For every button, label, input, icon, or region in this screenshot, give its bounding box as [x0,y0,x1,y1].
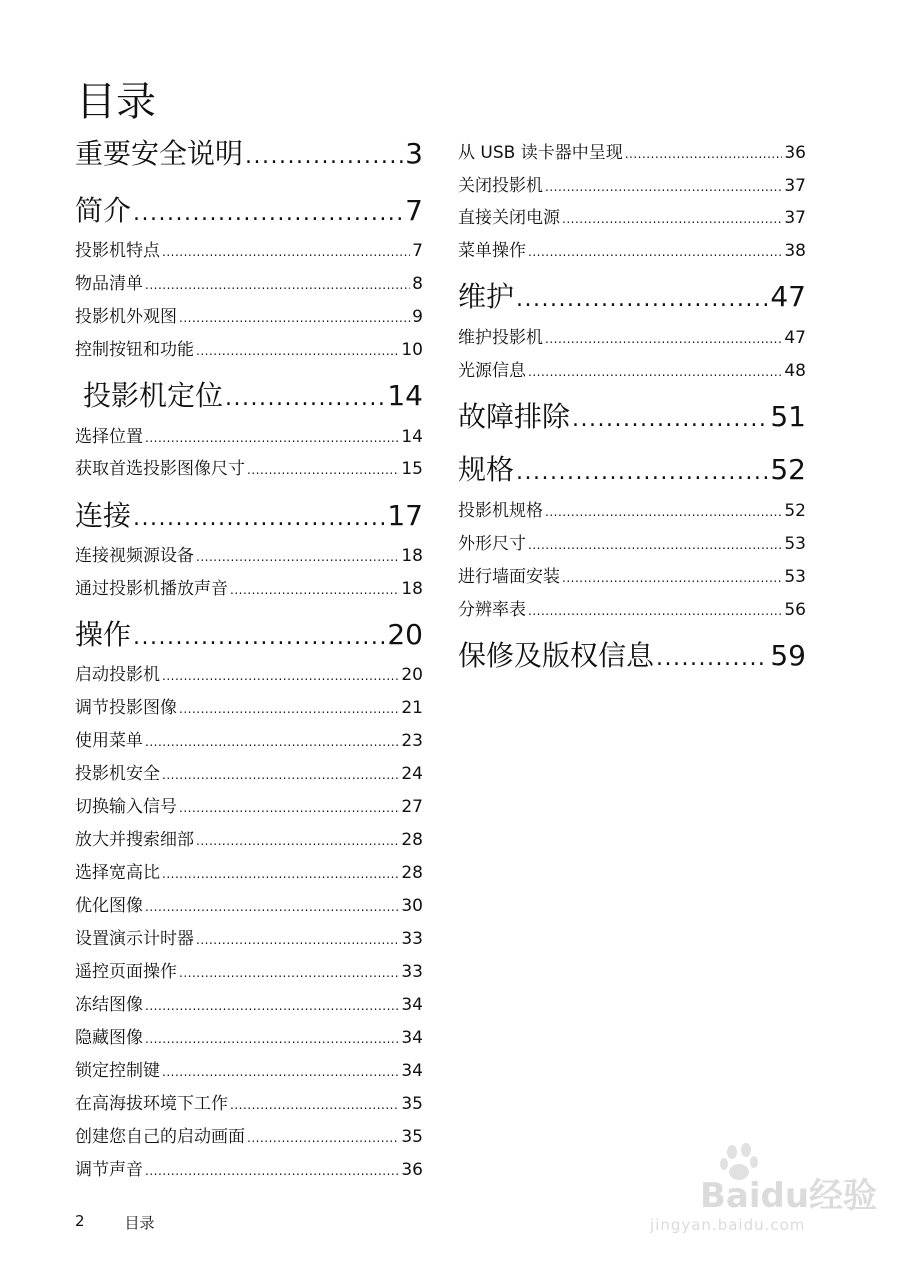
toc-entry-page: 10 [401,340,423,360]
toc-entry[interactable] [458,174,806,199]
dot-leader [572,400,768,440]
dot-leader [656,639,768,679]
toc-entry-title: 获取首选投影图像尺寸 [75,459,245,479]
toc-entry-title: 锁定控制键 [75,1061,160,1081]
toc-entry-page: 15 [401,459,423,479]
toc-entry-page: 21 [401,698,423,718]
toc-entry-page: 51 [770,400,806,433]
toc-entry-page: 7 [412,241,423,261]
toc-entry-page: 18 [401,546,423,566]
dot-leader [179,796,399,820]
toc-entry-title: 维护投影机 [458,328,543,348]
dot-leader [545,327,782,351]
toc-entry-page: 28 [401,830,423,850]
dot-leader [528,533,782,557]
toc-entry-title: 保修及版权信息 [458,639,655,672]
dot-leader [133,499,385,539]
dot-leader [162,862,399,886]
toc-entry-page: 8 [412,274,423,294]
dot-leader [516,280,768,320]
dot-leader [230,1093,399,1117]
toc-entry-title: 光源信息 [458,361,526,381]
toc-entry[interactable] [75,828,423,853]
dot-leader [162,1060,399,1084]
toc-entry[interactable] [458,277,806,320]
toc-entry-title: 隐藏图像 [75,1028,143,1048]
dot-leader [133,194,403,234]
toc-entry-title: 简介 [75,194,132,227]
toc-entry[interactable] [458,636,806,679]
toc-entry-page: 20 [387,618,423,651]
toc-entry-page: 7 [405,194,423,227]
toc-entry[interactable] [458,239,806,264]
toc-entry-page: 3 [405,137,423,170]
footer-section-label: 目录 [124,1214,155,1232]
toc-entry-page: 27 [401,797,423,817]
toc-entry-page: 30 [401,896,423,916]
toc-entry-page: 33 [401,929,423,949]
dot-leader [196,339,399,363]
toc-entry-title: 放大并搜索细部 [75,830,194,850]
toc-entry-page: 34 [401,1061,423,1081]
toc-entry[interactable] [458,359,806,384]
dot-leader [245,137,403,177]
toc-entry-page: 36 [784,143,806,163]
dot-leader [162,240,410,264]
toc-entry[interactable] [75,134,423,177]
toc-entry-page: 56 [784,600,806,620]
dot-leader [545,175,782,199]
toc-entry[interactable] [75,861,423,886]
toc-entry-page: 34 [401,1028,423,1048]
page-footer [75,1212,155,1233]
toc-entry-title: 冻结图像 [75,995,143,1015]
toc-entry-title: 调节声音 [75,1160,143,1180]
toc-entry-title: 投影机特点 [75,241,160,261]
toc-entry-title: 投影机规格 [458,501,543,521]
toc-entry-page: 47 [770,280,806,313]
toc-entry[interactable] [75,729,423,754]
toc-entry-page: 35 [401,1127,423,1147]
toc-entry-title: 连接视频源设备 [75,546,194,566]
dot-leader [179,961,399,985]
dot-leader [225,379,385,419]
toc-entry-page: 53 [784,534,806,554]
toc-entry-page: 18 [401,579,423,599]
toc-entry-title: 切换输入信号 [75,797,177,817]
toc-entry-page: 24 [401,764,423,784]
toc-entry[interactable] [75,615,423,658]
dot-leader [145,1159,399,1183]
toc-entry[interactable] [75,338,423,363]
toc-entry-title: 通过投影机播放声音 [75,579,228,599]
dot-leader [145,1027,399,1051]
toc-entry[interactable] [75,496,423,539]
toc-entry[interactable] [75,762,423,787]
toc-entry-title: 调节投影图像 [75,698,177,718]
toc-entry-page: 59 [770,639,806,672]
toc-entry[interactable] [75,1026,423,1051]
toc-entry[interactable] [75,1059,423,1084]
toc-entry[interactable] [75,1092,423,1117]
toc-entry-page: 17 [387,499,423,532]
toc-entry[interactable] [75,1125,423,1150]
toc-entry[interactable] [75,239,423,264]
watermark-brand: Baidu经验 [700,1176,878,1216]
dot-leader [230,578,399,602]
dot-leader [196,829,399,853]
baidu-watermark [640,1140,878,1250]
toc-entry-title: 连接 [75,499,132,532]
dot-leader [145,730,399,754]
toc-entry[interactable] [75,425,423,450]
toc-entry-title: 启动投影机 [75,665,160,685]
toc-entry[interactable] [83,376,423,419]
dot-leader [196,928,399,952]
toc-entry-title: 菜单操作 [458,241,526,261]
dot-leader [247,1126,399,1150]
toc-entry-title: 分辨率表 [458,600,526,620]
toc-entry-title: 使用菜单 [75,731,143,751]
toc-entry[interactable] [458,397,806,440]
toc-entry[interactable] [75,894,423,919]
toc-entry-page: 36 [401,1160,423,1180]
dot-leader [562,566,782,590]
toc-entry-title: 进行墙面安装 [458,567,560,587]
toc-entry-title: 投影机安全 [75,764,160,784]
toc-entry-page: 28 [401,863,423,883]
dot-leader [196,545,399,569]
toc-entry-title: 选择宽高比 [75,863,160,883]
toc-entry-title: 在高海拔环境下工作 [75,1094,228,1114]
toc-entry-title: 操作 [75,618,132,651]
toc-entry-title: 选择位置 [75,427,143,447]
toc-entry[interactable] [75,305,423,330]
toc-entry[interactable] [75,544,423,569]
toc-entry-title: 物品清单 [75,274,143,294]
toc-entry-title: 维护 [458,280,515,313]
toc-entry-title: 投影机定位 [83,379,224,412]
dot-leader [145,273,410,297]
dot-leader [528,599,782,623]
toc-entry[interactable] [458,499,806,524]
toc-entry[interactable] [75,960,423,985]
toc-entry-title: 直接关闭电源 [458,208,560,228]
toc-entry-page: 35 [401,1094,423,1114]
toc-entry-title: 关闭投影机 [458,176,543,196]
dot-leader [162,664,399,688]
dot-leader [162,763,399,787]
toc-entry[interactable] [458,450,806,493]
dot-leader [133,618,385,658]
toc-entry-page: 33 [401,962,423,982]
footer-page-number: 2 [75,1212,85,1230]
toc-entry-title: 控制按钮和功能 [75,340,194,360]
toc-entry[interactable] [458,565,806,590]
toc-entry[interactable] [75,272,423,297]
toc-entry[interactable] [75,795,423,820]
toc-entry[interactable] [75,663,423,688]
toc-entry-page: 52 [770,453,806,486]
toc-entry[interactable] [75,191,423,234]
dot-leader [145,426,399,450]
dot-leader [516,453,768,493]
dot-leader [247,458,399,482]
toc-entry-title: 重要安全说明 [75,137,244,170]
toc-entry[interactable] [75,577,423,602]
toc-entry-title: 故障排除 [458,400,571,433]
toc-entry[interactable] [458,206,806,231]
toc-entry[interactable] [458,532,806,557]
toc-entry[interactable] [458,598,806,623]
toc-entry-page: 47 [784,328,806,348]
dot-leader [179,697,399,721]
toc-entry[interactable] [75,457,423,482]
toc-entry[interactable] [75,1158,423,1183]
toc-entry[interactable] [75,927,423,952]
toc-entry-page: 9 [412,307,423,327]
dot-leader [179,306,410,330]
dot-leader [625,142,783,166]
toc-entry-page: 38 [784,241,806,261]
toc-entry-title: 外形尺寸 [458,534,526,554]
toc-entry-title: 从 USB 读卡器中呈现 [458,143,623,163]
toc-entry-page: 20 [401,665,423,685]
toc-entry-title: 投影机外观图 [75,307,177,327]
toc-entry[interactable] [75,696,423,721]
page-title: 目录 [76,79,156,125]
toc-entry-page: 52 [784,501,806,521]
toc-entry-page: 34 [401,995,423,1015]
dot-leader [145,895,399,919]
dot-leader [528,240,782,264]
toc-entry-title: 规格 [458,453,515,486]
toc-entry-page: 48 [784,361,806,381]
toc-entry[interactable] [458,141,806,166]
dot-leader [145,994,399,1018]
toc-entry-page: 14 [387,379,423,412]
toc-entry-page: 37 [784,208,806,228]
toc-entry-page: 14 [401,427,423,447]
dot-leader [528,360,782,384]
toc-entry-title: 遥控页面操作 [75,962,177,982]
dot-leader [562,207,782,231]
toc-entry-title: 优化图像 [75,896,143,916]
toc-entry-title: 设置演示计时器 [75,929,194,949]
watermark-url: jingyan.baidu.com [650,1216,806,1234]
dot-leader [545,500,782,524]
toc-entry-title: 创建您自己的启动画面 [75,1127,245,1147]
toc-entry-page: 23 [401,731,423,751]
toc-entry-page: 53 [784,567,806,587]
toc-entry[interactable] [458,326,806,351]
toc-entry[interactable] [75,993,423,1018]
toc-entry-page: 37 [784,176,806,196]
